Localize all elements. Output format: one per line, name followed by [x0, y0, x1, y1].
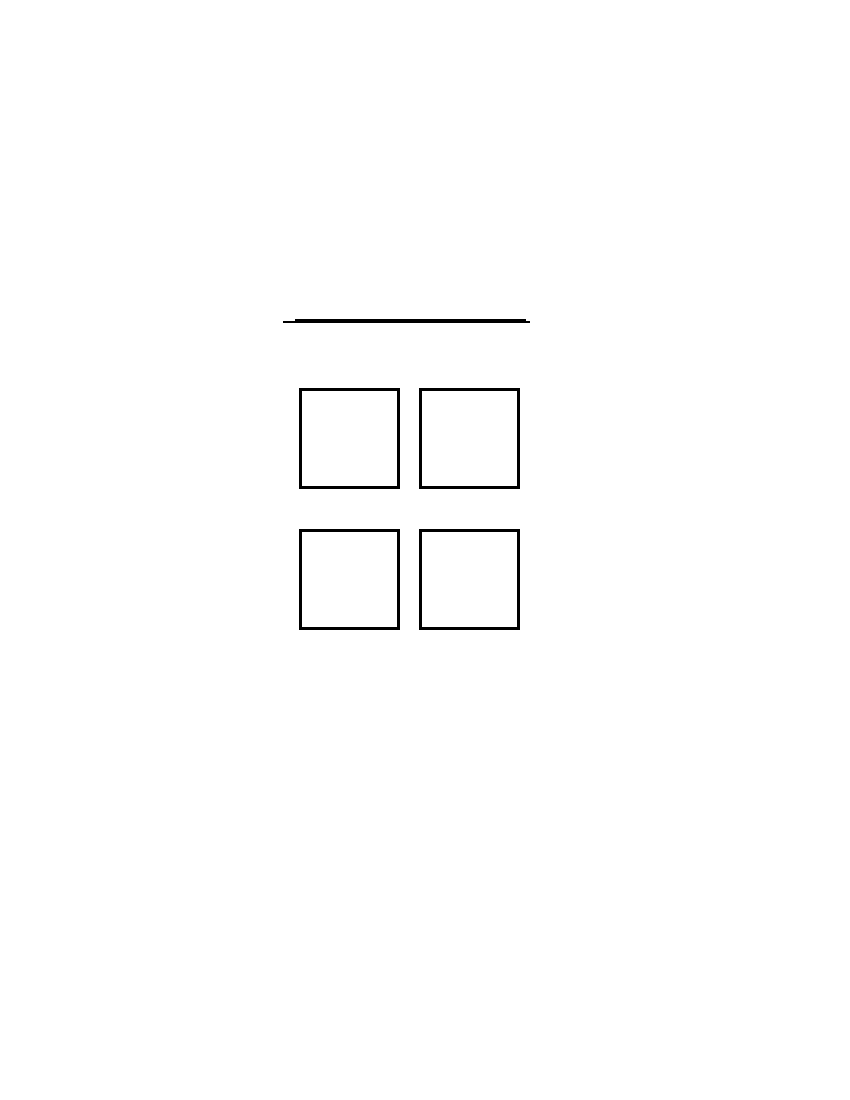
particle-motion-original-plot — [302, 532, 397, 627]
particle-motion-corrected-plot — [422, 532, 517, 627]
misfit-contour-plot — [289, 669, 531, 909]
comparison-waveforms-right — [422, 391, 517, 486]
time-axis-bar — [295, 319, 526, 323]
seismogram-traces-plot — [285, 162, 535, 317]
comparison-waveforms-left — [302, 391, 397, 486]
